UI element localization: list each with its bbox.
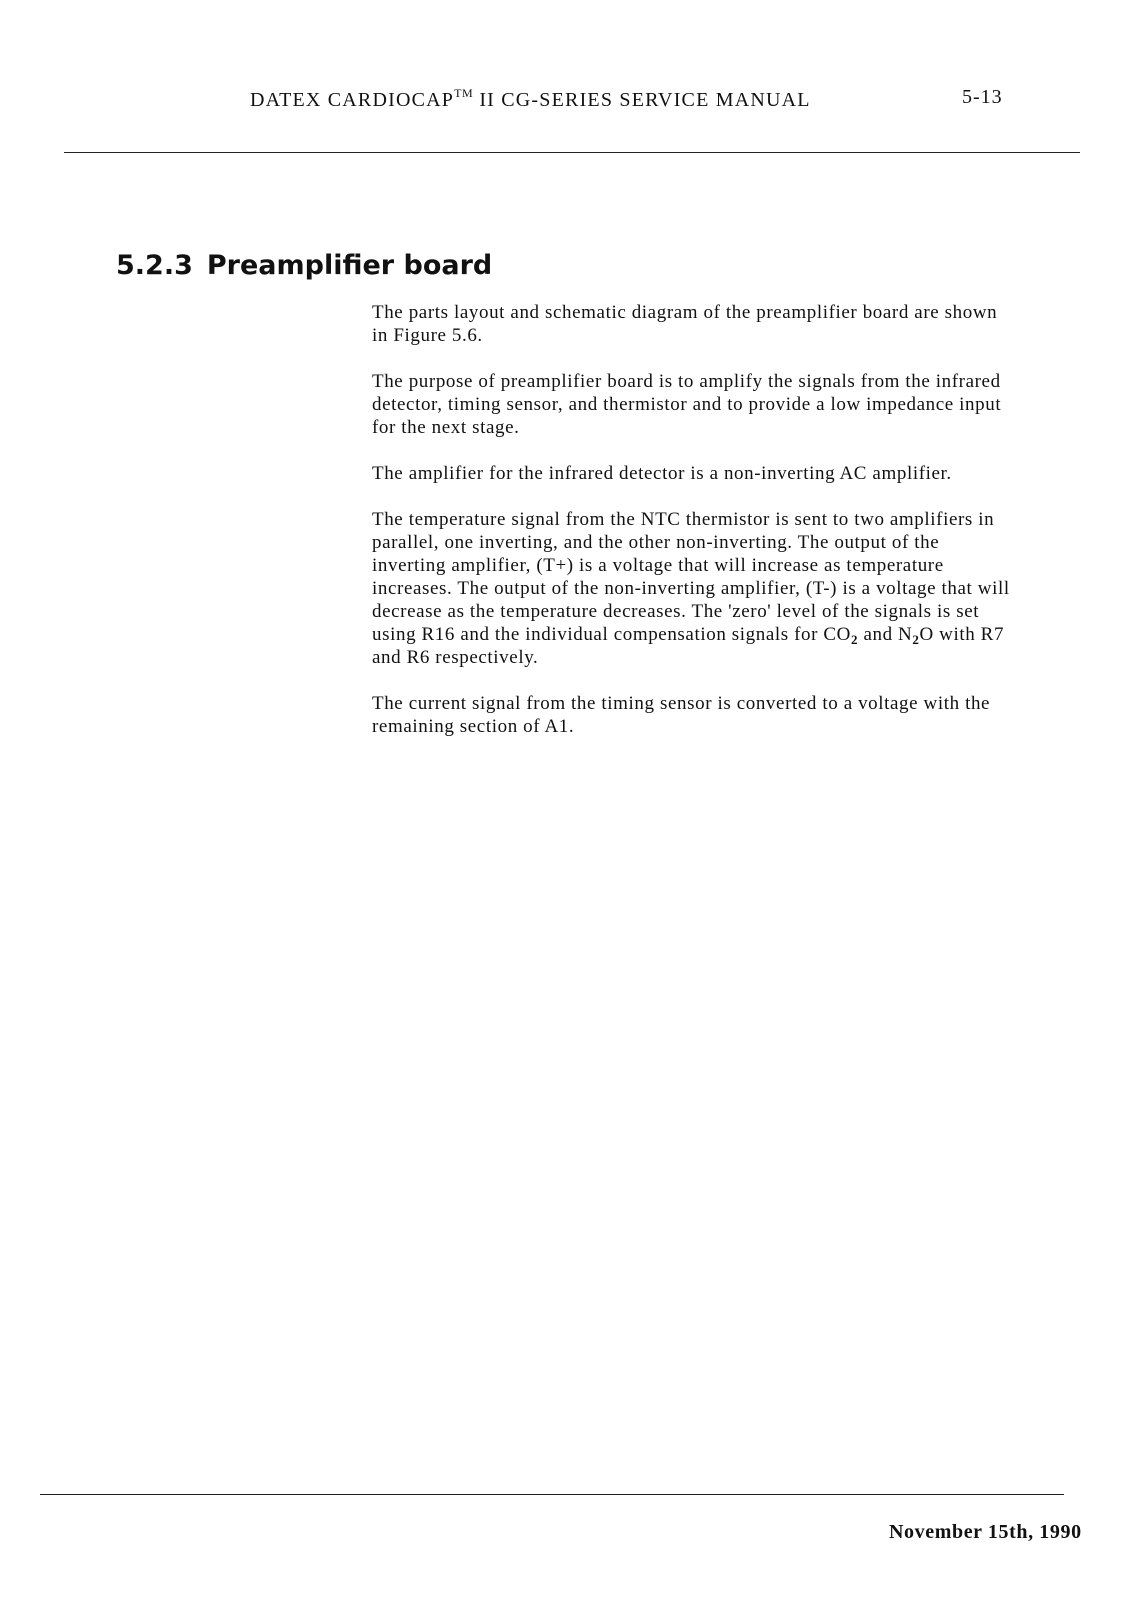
footer-date: November 15th, 1990 (889, 1521, 1082, 1543)
paragraph-4-part-3: O with R7 and R6 respectively. (372, 624, 1005, 668)
page-number: 5-13 (962, 86, 1003, 108)
body-text (372, 301, 1012, 761)
co2-subscript: 2 (851, 632, 859, 647)
n2o-subscript: 2 (912, 632, 920, 647)
footer-divider (40, 1494, 1064, 1495)
paragraph-1: The parts layout and schematic diagram of the preamplifier board are shown in Figure 5.6. (372, 302, 998, 346)
paragraph-3: The amplifier for the infrared detector is a non-inverting AC amplifier. (372, 463, 952, 484)
header-title-suffix: II CG-SERIES SERVICE MANUAL (473, 89, 811, 111)
paragraph-2: The purpose of preamplifier board is to amplify the signals from the infrared detector, timing sensor, and thermistor and to provide a low impedance input for the next stage. (372, 371, 1002, 438)
section-number: 5.2.3 (116, 250, 193, 281)
header-divider (64, 152, 1080, 153)
paragraph-4-part-1: The temperature signal from the NTC thermistor is sent to two amplifiers in parallel, one inverting, and the other non-inverting. The output of the inverting amplifier, (T+) is a voltage that will increase as temperature increases. The output of the non-inverting amplifier, (T-) is a voltage that will decrease as the temperature decreases. The 'zero' level of the signals is set using R16 and the individual compensation signals for CO (372, 509, 1010, 645)
paragraph-4-part-2: and N (858, 624, 913, 645)
header-trademark: TM (454, 86, 474, 100)
header-title-prefix: DATEX CARDIOCAP (250, 89, 455, 111)
running-header-title (250, 86, 811, 112)
paragraph-5: The current signal from the timing sensor is converted to a voltage with the remaining section of A1. (372, 693, 991, 737)
section-heading (116, 250, 492, 281)
section-title: Preamplifier board (206, 250, 493, 281)
paragraph-4 (372, 508, 1012, 669)
